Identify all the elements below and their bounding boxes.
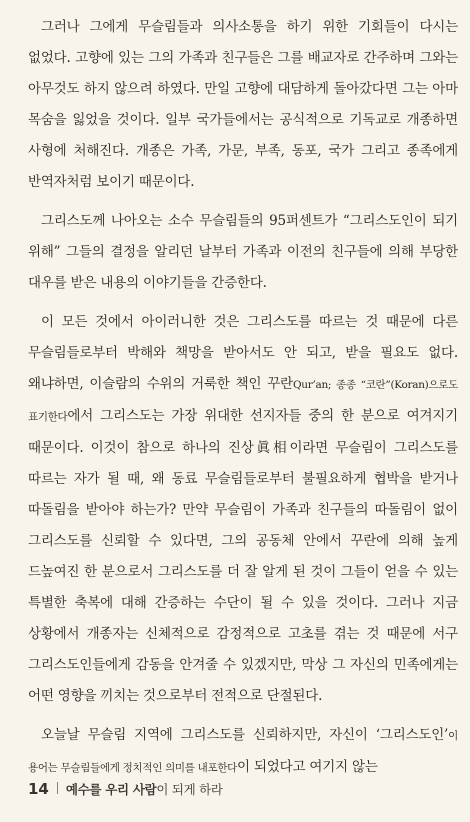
- paragraph-1: [28, 12, 458, 198]
- paragraph-2: [28, 206, 458, 299]
- paragraph-text: 이 모든 것에서 아이러니한 것은 그리스도를 따르는 것 때문에 다른 무슬림들로부터 박해와 책망을 받아서도 안 되고, 받을 필요도 없다. 왜냐하면, 이슬람의 수위의 거룩한 책인 꾸란: [28, 314, 458, 392]
- running-title-rest: 이 되게 하라: [156, 782, 223, 797]
- paragraph-text: 그리스도께 나아오는 소수 무슬림들의 95퍼센트가 “그리스도인이 되기 위해” 그들의 결정을 알리던 날부터 가족과 이전의 친구들에 의해 부당한 대우를 받은 내용의 이야기들을 간증한다.: [28, 213, 458, 291]
- inline-note: Qur’an; 종종 “코란”(Koran)으로도 표기한다: [28, 379, 458, 423]
- paragraph-text: 그러나 그에게 무슬림들과 의사소통을 하기 위한 기회들이 다시는 없었다. 고향에 있는 그의 가족과 친구들은 그를 배교자로 간주하며 그와는 아무것도 하지 않으려 하였다. 만일 고향에 대담하게 돌아갔다면 그는 아마 목숨을 잃었을 것이다. 일부 국가들에서는 공식적으로 기독교로 개종하면 사형에 처해진다. 개종은 가족, 가문, 부족, 동포, 국가 그리고 종족에게 반역자처럼 보이기 때문이다.: [28, 19, 458, 190]
- page-footer: [28, 780, 458, 798]
- paragraph-text: 에서 그리스도는 가장 위대한 선지자들 중의 한 분으로 여겨지기 때문이다. 이것이 참으로 하나의 진상眞相이라면 무슬림이 그리스도를 따르는 자가 될 때, 왜 동료 무슬림들로부터 불필요하게 협박을 받거나 따돌림을 받아야 하는가? 만약 무슬림이 가족과 친구들의 따돌림이 없이 그리스도를 신뢰할 수 있다면, 그의 공동체 안에서 꾸란에 의해 높게 드높여진 한 분으로서 그리스도를 더 잘 알게 된 것이 그들이 얻을 수 있는 특별한 축복에 대해 간증하는 수단이 될 수 있을 것이다. 그러나 지금 상황에서 개종자는 신체적으로 감정적으로 고초를 겪는 것 때문에 서구 그리스도인들에게 감동을 안겨줄 수 있겠지만, 막상 그 자신의 민족에게는 어떤 영향을 끼치는 것으로부터 전적으로 단절된다.: [28, 408, 458, 704]
- running-title: [66, 780, 223, 798]
- footer-divider: [57, 782, 58, 794]
- paragraph-3: [28, 307, 458, 712]
- inline-note: 이 용어는 무슬림들에게 정치적인 의미를 내포한다: [28, 730, 458, 774]
- paragraph-4: [28, 720, 458, 784]
- running-title-bold: 예수를 우리 사람: [65, 782, 157, 797]
- paragraph-text: 오늘날 무슬림 지역에 그리스도를 신뢰하지만, 자신이 ‘그리스도인’: [41, 727, 449, 743]
- page-number: 14: [28, 780, 49, 798]
- body-text: [28, 12, 458, 792]
- paragraph-text: 이 되었다고 여기지 않는: [237, 759, 378, 775]
